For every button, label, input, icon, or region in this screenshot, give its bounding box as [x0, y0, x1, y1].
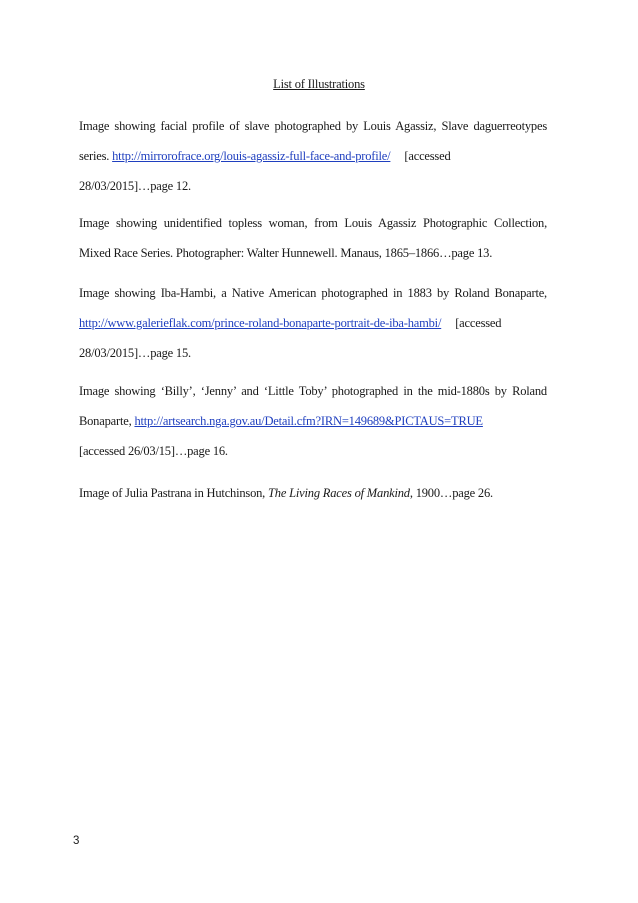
entry-1-prefix: series. — [79, 149, 110, 163]
entry-3-line-2 — [79, 315, 501, 331]
page-number: 3 — [73, 835, 80, 847]
entry-1-line-3: 28/03/2015]…page 12. — [79, 179, 191, 193]
entry-5-line-1 — [79, 485, 493, 501]
entry-4-link[interactable]: http://artsearch.nga.gov.au/Detail.cfm?IRN=149689&PICTAUS=TRUE — [134, 414, 483, 428]
entry-4-line-3: [accessed 26/03/15]…page 16. — [79, 444, 228, 458]
entry-3-link[interactable]: http://www.galerieflak.com/prince-roland-bonaparte-portrait-de-iba-hambi/ — [79, 316, 442, 330]
entry-1-link[interactable]: http://mirrorofrace.org/louis-agassiz-full-face-and-profile/ — [112, 149, 391, 163]
entry-3-line-1: Image showing Iba-Hambi, a Native American photographed in 1883 by Roland Bonaparte, — [79, 286, 547, 300]
entry-1-accessed: [accessed — [404, 149, 451, 163]
entry-1-line-1: Image showing facial profile of slave photographed by Louis Agassiz, Slave daguerreotypes — [79, 119, 547, 133]
entry-1-line-2 — [79, 148, 451, 164]
entry-4-prefix: Bonaparte, — [79, 414, 132, 428]
entry-2-line-2: Mixed Race Series. Photographer: Walter Hunnewell. Manaus, 1865–1866…page 13. — [79, 246, 493, 260]
entry-5-book-title: The Living Races of Mankind — [268, 486, 410, 500]
entry-3-accessed: [accessed — [455, 316, 502, 330]
entry-5-prefix: Image of Julia Pastrana in Hutchinson, — [79, 486, 266, 500]
entry-3-line-3: 28/03/2015]…page 15. — [79, 346, 191, 360]
entry-5-suffix: , 1900…page 26. — [409, 486, 493, 500]
entry-4-line-2 — [79, 413, 483, 429]
entry-2-line-1: Image showing unidentified topless woman, from Louis Agassiz Photographic Collection, — [79, 216, 547, 230]
entry-4-line-1: Image showing ‘Billy’, ‘Jenny’ and ‘Little Toby’ photographed in the mid-1880s by Roland — [79, 384, 547, 398]
page-title: List of Illustrations — [273, 77, 365, 91]
